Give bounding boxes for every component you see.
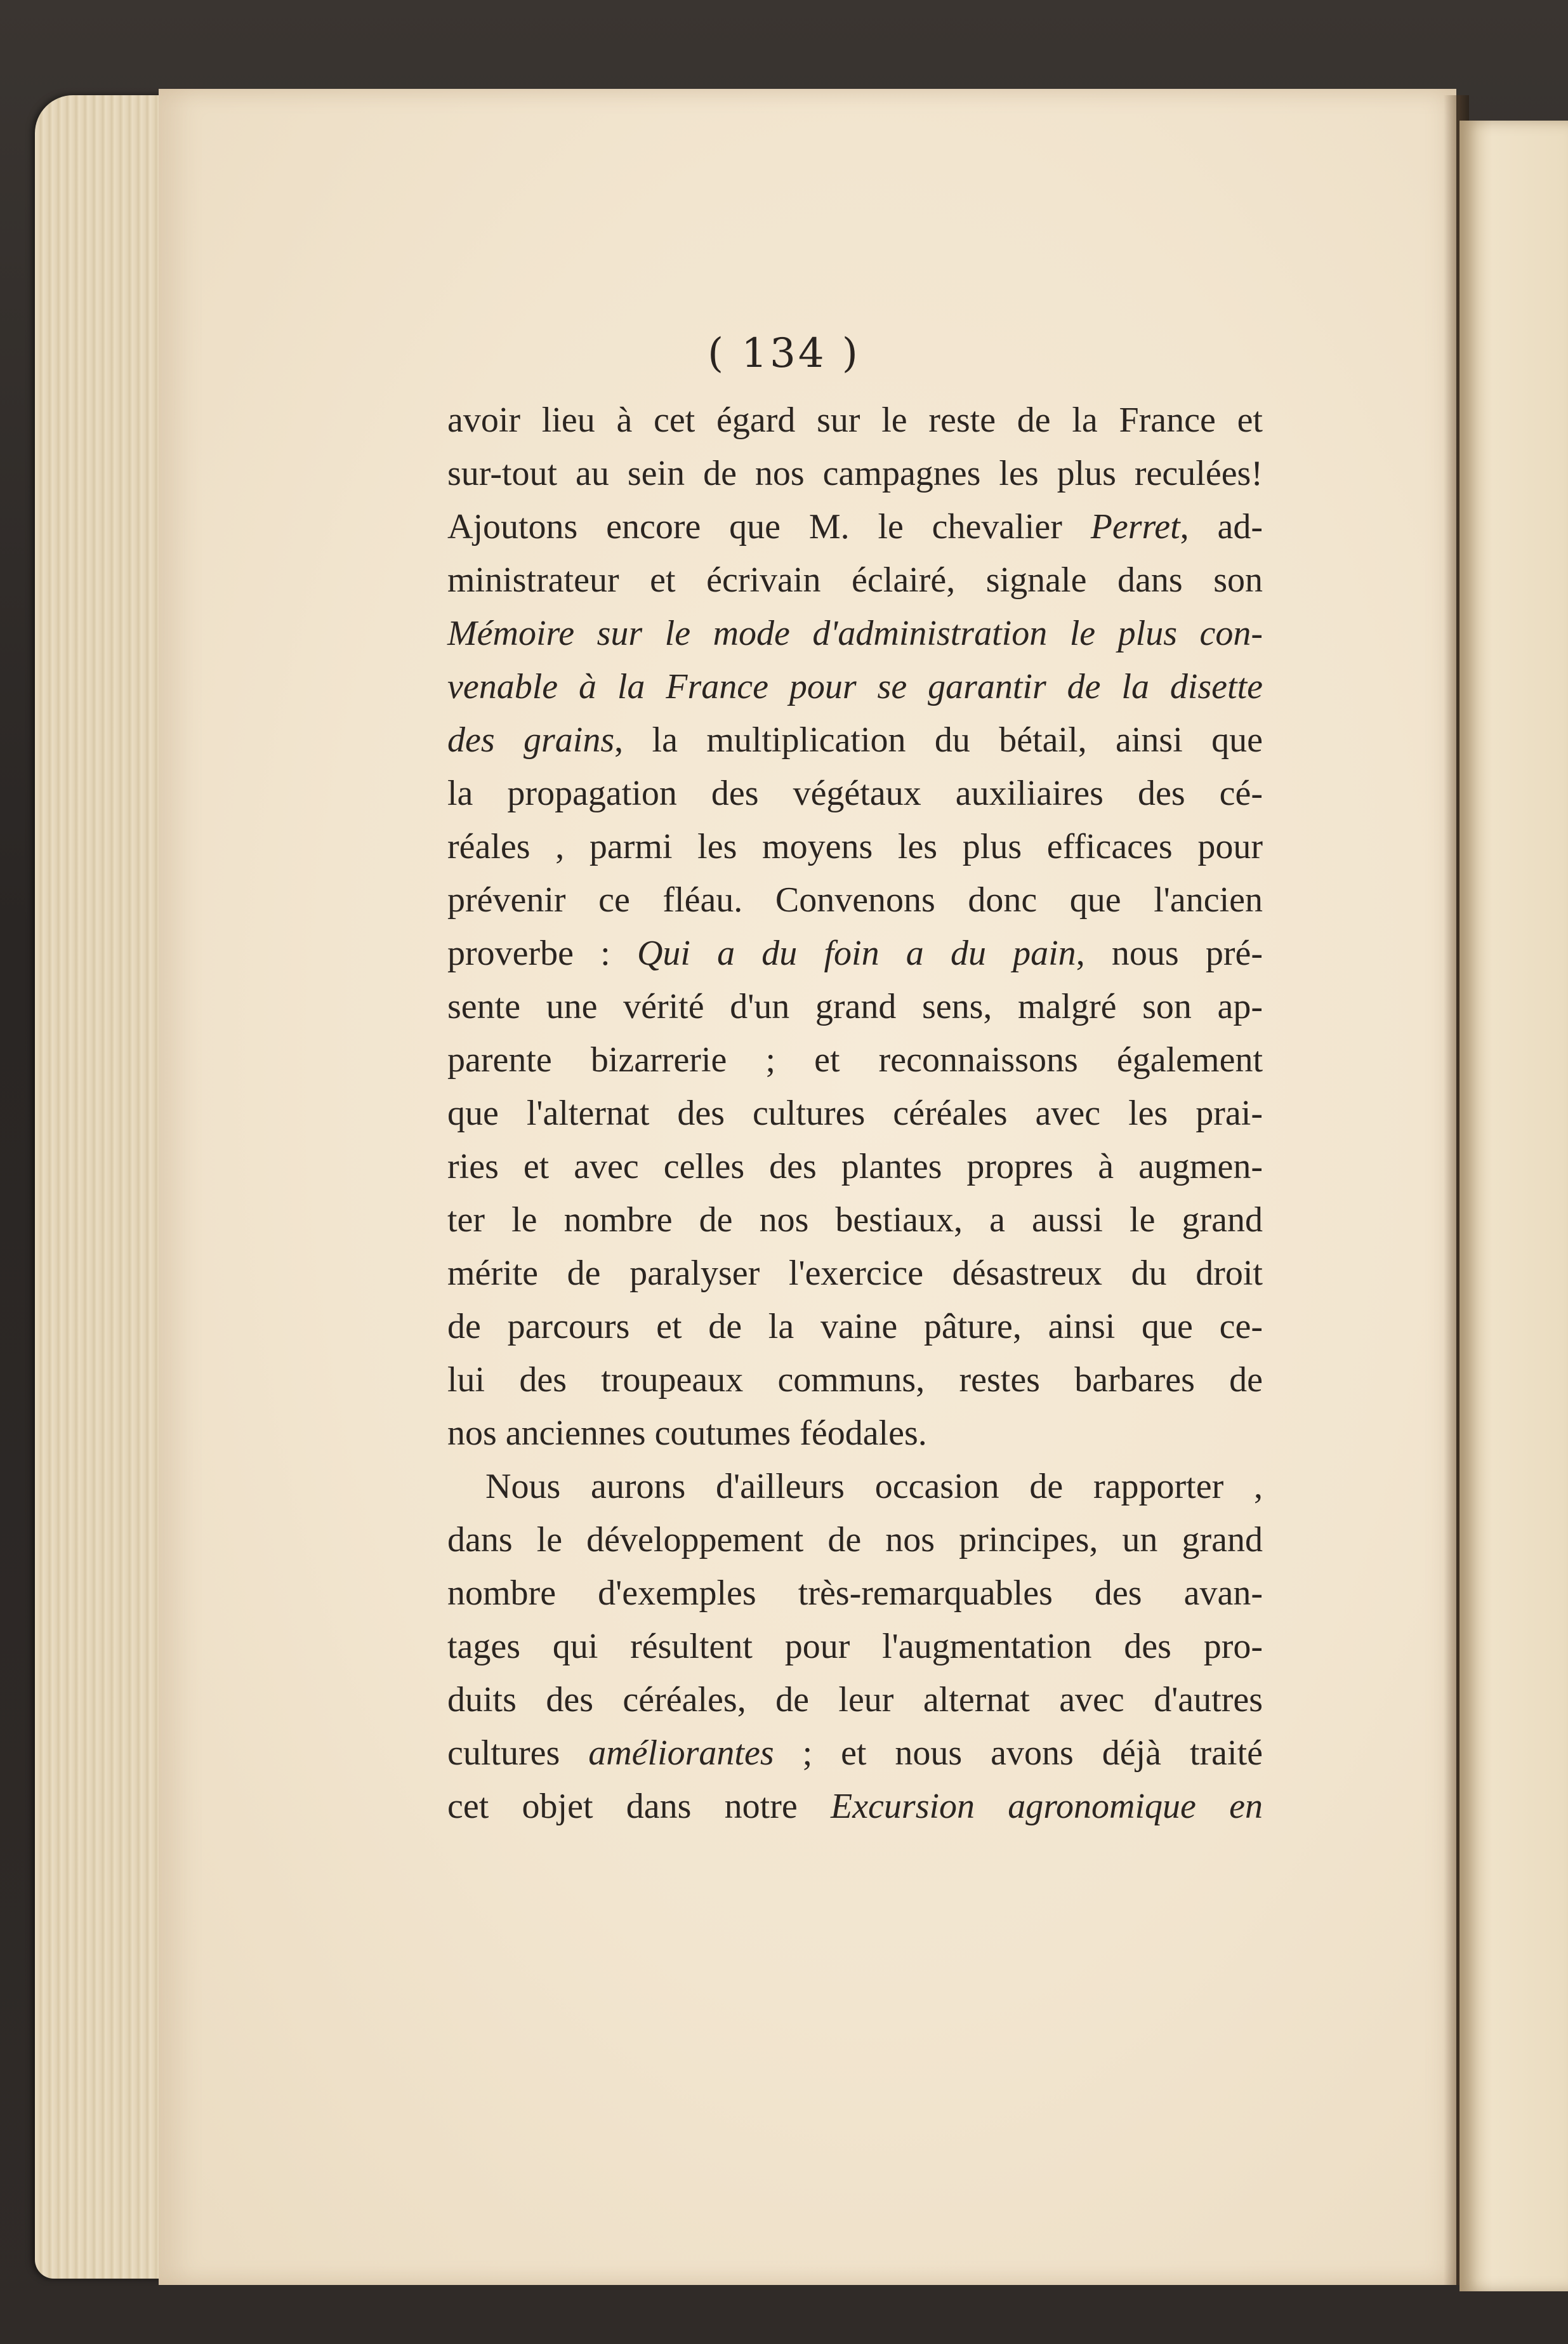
text-line — [447, 767, 1263, 820]
text-segment: mérite de paralyser l'exercice désastreux du droit — [447, 1254, 1263, 1293]
italic-text-segment: venable à la France pour se garantir de la disette — [447, 667, 1263, 706]
text-line — [447, 1513, 1263, 1566]
text-segment: parente bizarrerie ; et reconnaissons également — [447, 1040, 1263, 1080]
text-segment: ter le nombre de nos bestiaux, a aussi le grand — [447, 1200, 1263, 1240]
italic-text-segment: Qui a du foin a du pain — [636, 934, 1076, 973]
text-line — [447, 1033, 1263, 1087]
body-text — [447, 394, 1263, 1833]
text-segment: , la multiplication du bétail, ainsi que — [614, 720, 1263, 760]
text-segment: de parcours et de la vaine pâture, ainsi que ce- — [447, 1307, 1263, 1346]
text-segment: , nous pré- — [1076, 934, 1263, 973]
text-segment: dans le développement de nos principes, un grand — [447, 1520, 1263, 1559]
italic-text-segment: Perret — [1090, 507, 1180, 546]
text-line — [447, 1407, 1263, 1460]
text-segment: Ajoutons encore que M. le chevalier — [447, 507, 1091, 546]
text-line — [447, 873, 1263, 927]
text-segment: ries et avec celles des plantes propres à augmen- — [447, 1147, 1263, 1186]
text-line — [447, 394, 1263, 447]
text-line — [447, 1566, 1263, 1620]
facing-page-edge — [1459, 121, 1568, 2291]
text-line — [447, 1726, 1263, 1780]
text-segment: Nous aurons d'ailleurs occasion de rapporter , — [485, 1467, 1263, 1506]
text-line — [447, 1087, 1263, 1140]
text-segment: nos anciennes coutumes féodales. — [447, 1414, 927, 1453]
text-line — [447, 1780, 1263, 1833]
text-line — [447, 607, 1263, 660]
text-segment: sur-tout au sein de nos campagnes les plus reculées! — [447, 454, 1263, 493]
text-segment: prévenir ce fléau. Convenons donc que l'ancien — [447, 880, 1263, 920]
text-line — [447, 1673, 1263, 1726]
text-segment: tages qui résultent pour l'augmentation des pro- — [447, 1627, 1263, 1666]
italic-text-segment: Mémoire sur le mode d'administration le plus con- — [447, 614, 1263, 653]
text-segment: la propagation des végétaux auxiliaires des cé- — [447, 774, 1263, 813]
text-line — [447, 1140, 1263, 1193]
italic-text-segment: des grains — [447, 720, 615, 760]
text-line — [447, 553, 1263, 607]
text-line — [447, 1353, 1263, 1407]
text-segment: que l'alternat des cultures céréales avec les prai- — [447, 1094, 1263, 1133]
text-segment: ministrateur et écrivain éclairé, signale dans son — [447, 560, 1263, 600]
text-line — [447, 1620, 1263, 1673]
text-line — [447, 500, 1263, 553]
text-line — [447, 927, 1263, 980]
text-segment: proverbe : — [447, 934, 637, 973]
italic-text-segment: améliorantes — [588, 1733, 774, 1773]
text-segment: cet objet dans notre — [447, 1787, 831, 1826]
text-segment: ; et nous avons déjà traité — [774, 1733, 1263, 1773]
text-line — [447, 1460, 1263, 1513]
text-line — [447, 1193, 1263, 1247]
text-line — [447, 1247, 1263, 1300]
italic-text-segment: Excursion agronomique en — [830, 1787, 1263, 1826]
text-segment: sente une vérité d'un grand sens, malgré son ap- — [447, 987, 1263, 1026]
text-line — [447, 820, 1263, 873]
text-line — [447, 447, 1263, 500]
text-line — [447, 660, 1263, 713]
text-segment: duits des céréales, de leur alternat avec d'autres — [447, 1680, 1263, 1719]
text-segment: avoir lieu à cet égard sur le reste de la France et — [447, 401, 1263, 440]
text-line — [447, 980, 1263, 1033]
text-line — [447, 1300, 1263, 1353]
text-segment: lui des troupeaux communs, restes barbares de — [447, 1360, 1263, 1400]
page-number: ( 134 ) — [708, 330, 860, 377]
text-segment: cultures — [447, 1733, 589, 1773]
text-line — [447, 713, 1263, 767]
text-segment: nombre d'exemples très-remarquables des avan- — [447, 1573, 1263, 1613]
text-segment: réales , parmi les moyens les plus efficaces pour — [447, 827, 1263, 866]
text-segment: , ad- — [1180, 507, 1263, 546]
